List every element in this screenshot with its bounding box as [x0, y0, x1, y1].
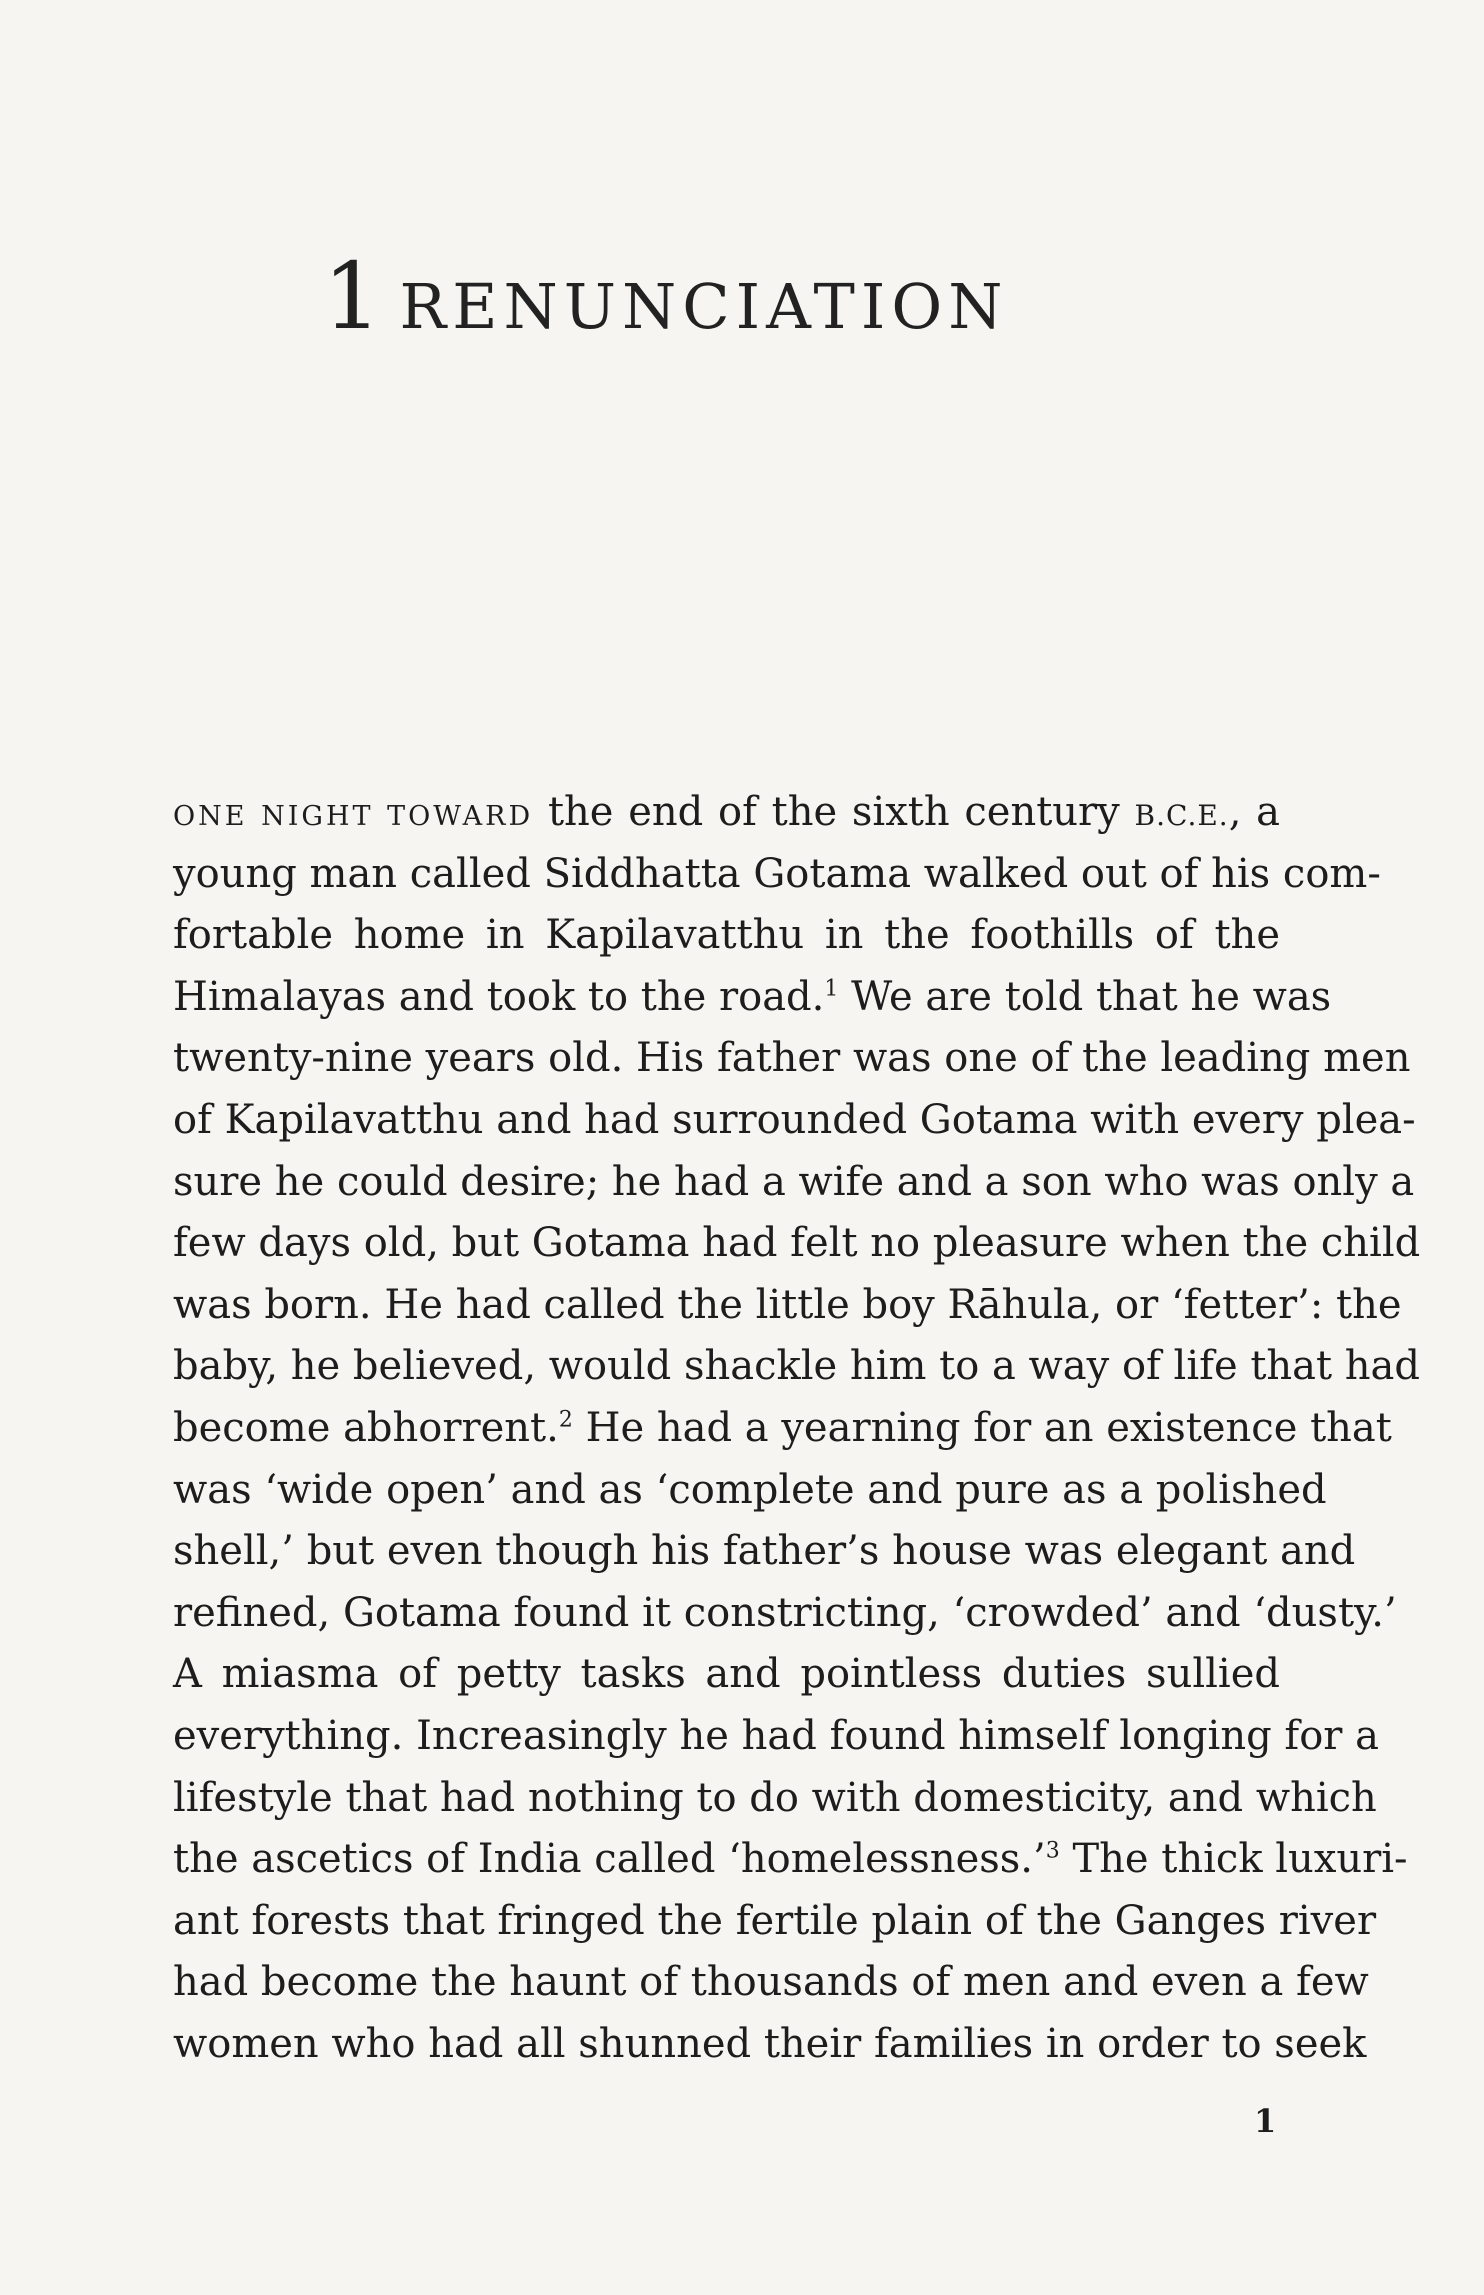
- chapter-number: 1: [323, 243, 382, 350]
- text-line: had become the haunt of thousands of men and even a few: [173, 1959, 1369, 2006]
- text-line: women who had all shunned their families in order to seek: [173, 2020, 1367, 2067]
- text-line: [173, 1398, 1392, 1460]
- opening-smallcaps: ONE NIGHT TOWARD: [173, 801, 534, 832]
- text-segment: Himalayas and took to the road.: [173, 973, 825, 1020]
- era-abbreviation: B.C.E.: [1134, 799, 1229, 832]
- text-line: [173, 967, 1332, 1029]
- text-line: young man called Siddhatta Gotama walked out of his com-: [173, 850, 1381, 897]
- text-line: few days old, but Gotama had felt no pleasure when the child: [173, 1220, 1421, 1267]
- text-line: baby, he believed, would shackle him to a way of life that had: [173, 1343, 1421, 1390]
- text-line: sure he could desire; he had a wife and a son who was only a: [173, 1158, 1415, 1205]
- text-line: [173, 782, 1280, 844]
- text-line: ant forests that fringed the fertile plain of the Ganges river: [173, 1897, 1377, 1944]
- body-text: [173, 782, 1421, 2075]
- footnote-marker[interactable]: 3: [1045, 1838, 1060, 1864]
- chapter-title: RENUNCIATION: [399, 270, 1009, 343]
- text-line: was ‘wide open’ and as ‘complete and pure as a polished: [173, 1466, 1327, 1513]
- text-segment: become abhorrent.: [173, 1404, 559, 1451]
- text-segment: the ascetics of India called ‘homelessness.’: [173, 1836, 1046, 1883]
- text-line: refined, Gotama found it constricting, ‘crowded’ and ‘dusty.’: [173, 1589, 1397, 1636]
- text-line: shell,’ but even though his father’s house was elegant and: [173, 1528, 1356, 1575]
- text-segment: The thick luxuri-: [1072, 1836, 1408, 1883]
- text-segment: the end of the sixth century: [547, 789, 1120, 835]
- text-line: lifestyle that had nothing to do with domesticity, and which: [173, 1774, 1377, 1821]
- text-line: A miasma of petty tasks and pointless duties sullied: [173, 1651, 1280, 1698]
- page-number: 1: [1254, 2102, 1277, 2140]
- text-segment: , a: [1228, 789, 1281, 835]
- chapter-heading: [323, 243, 1008, 350]
- footnote-marker[interactable]: 2: [558, 1407, 573, 1433]
- text-line: of Kapilavatthu and had surrounded Gotama with every plea-: [173, 1096, 1416, 1143]
- text-segment: We are told that he was: [851, 973, 1332, 1020]
- text-line: was born. He had called the little boy Rāhula, or ‘fetter’: the: [173, 1281, 1402, 1328]
- text-segment: He had a yearning for an existence that: [585, 1404, 1392, 1451]
- footnote-marker[interactable]: 1: [824, 976, 839, 1002]
- text-line: [173, 1829, 1408, 1891]
- text-line: twenty-nine years old. His father was one of the leading men: [173, 1035, 1411, 1082]
- text-line: everything. Increasingly he had found himself longing for a: [173, 1712, 1379, 1759]
- text-line: fortable home in Kapilavatthu in the foothills of the: [173, 912, 1280, 959]
